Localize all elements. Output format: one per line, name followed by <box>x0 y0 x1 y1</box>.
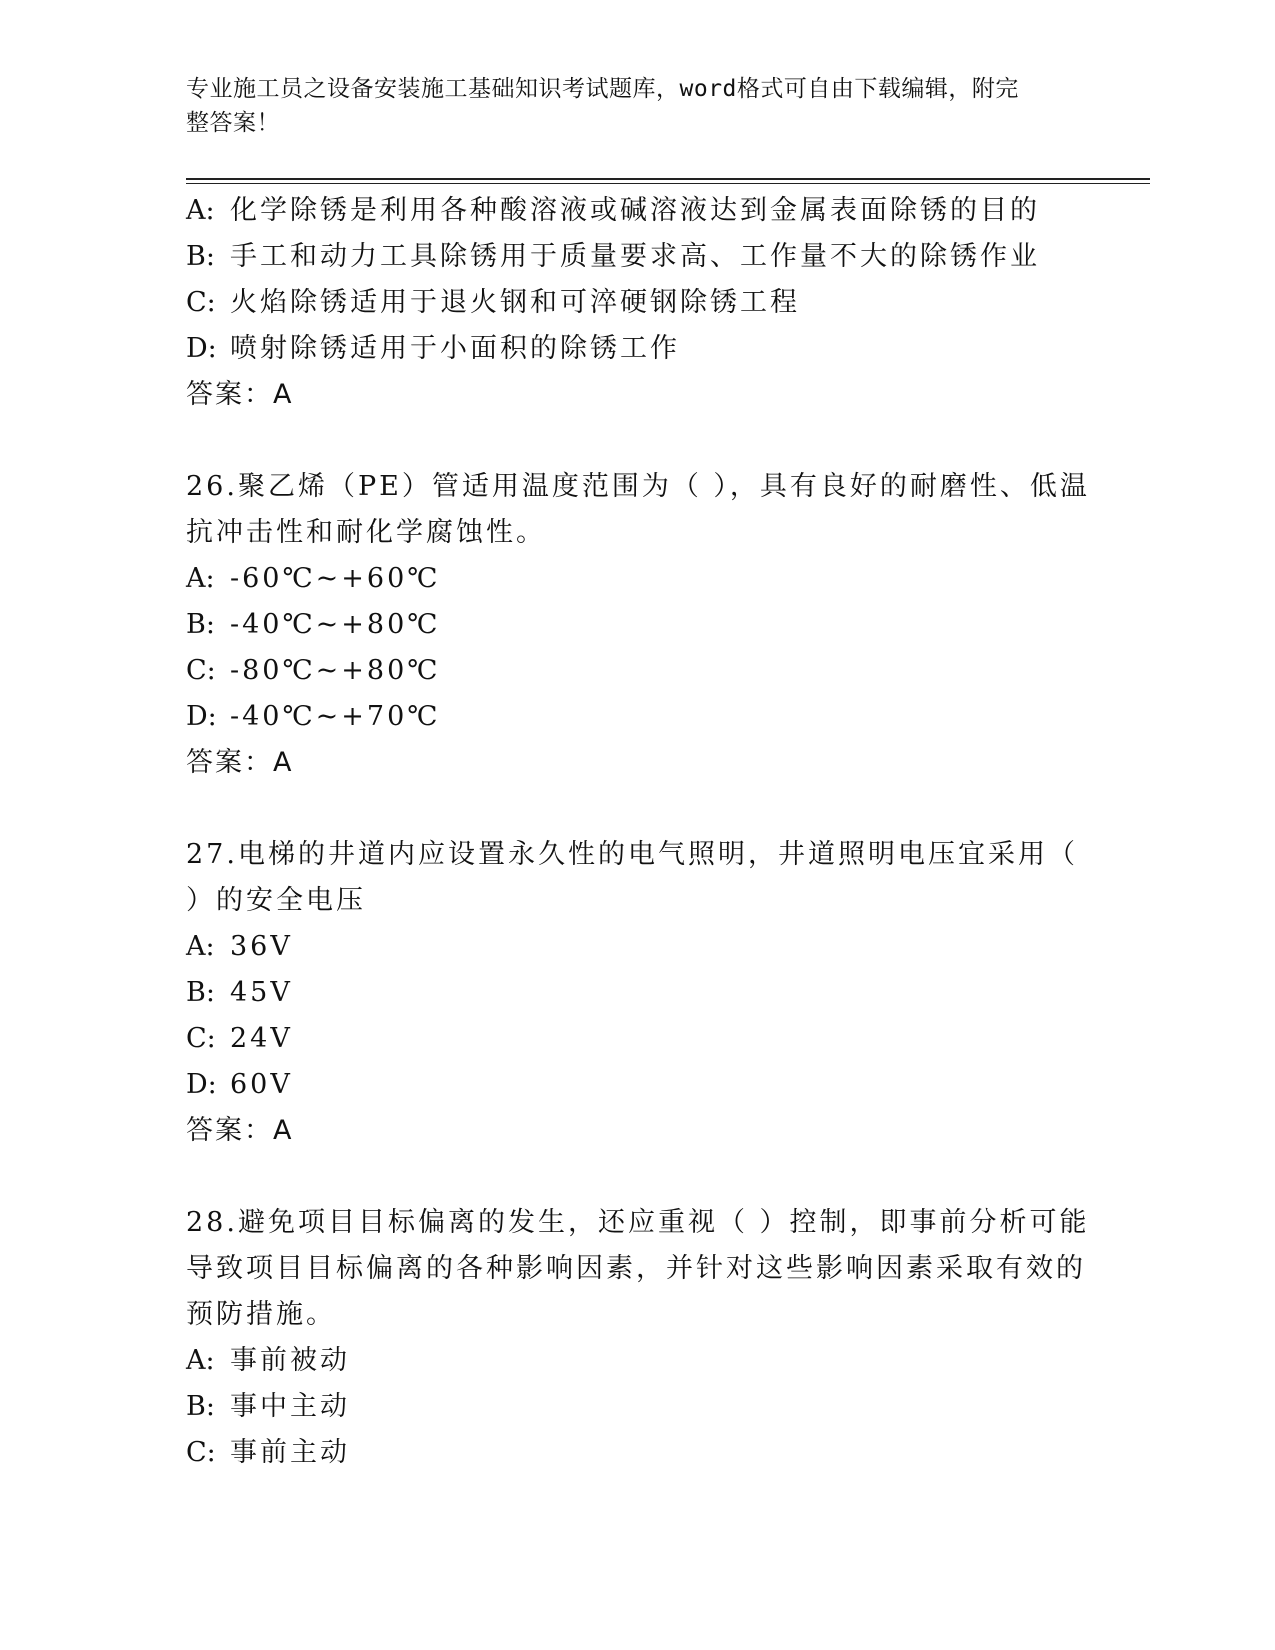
option-label: A: <box>186 1345 215 1376</box>
option-label: C: <box>186 287 216 318</box>
option-text: 事前被动 <box>230 1345 350 1376</box>
option-a <box>186 556 1086 602</box>
option-b <box>186 234 1086 280</box>
header-divider-thin <box>186 183 1150 184</box>
question-stem: 抗冲击性和耐化学腐蚀性。 <box>186 517 546 548</box>
question-list <box>186 188 1090 1476</box>
spacer <box>186 1154 1086 1200</box>
option-text: 60V <box>230 1069 293 1100</box>
option-text: 火焰除锈适用于退火钢和可淬硬钢除锈工程 <box>230 287 800 318</box>
option-b <box>186 602 1086 648</box>
option-text: 事中主动 <box>230 1391 350 1422</box>
option-b <box>186 970 1086 1016</box>
header-line-1: 专业施工员之设备安装施工基础知识考试题库，word格式可自由下载编辑，附完 <box>186 76 1019 102</box>
option-d <box>186 694 1086 740</box>
option-label: A: <box>186 931 215 962</box>
option-text: 化学除锈是利用各种酸溶液或碱溶液达到金属表面除锈的目的 <box>230 195 1040 226</box>
option-text: -80℃~+80℃ <box>230 655 441 686</box>
option-text: 手工和动力工具除锈用于质量要求高、工作量不大的除锈作业 <box>230 241 1040 272</box>
question-stem: 预防措施。 <box>186 1299 336 1330</box>
option-label: D: <box>186 333 217 364</box>
option-label: D: <box>186 1069 217 1100</box>
option-c <box>186 648 1086 694</box>
question-stem: ）的安全电压 <box>186 885 366 916</box>
answer: 答案：A <box>186 1115 294 1146</box>
question-stem: 26.聚乙烯（PE）管适用温度范围为（ ），具有良好的耐磨性、低温 <box>186 471 1090 502</box>
option-label: B: <box>186 1391 215 1422</box>
question-26 <box>186 464 1090 786</box>
option-text: -40℃~+70℃ <box>230 701 441 732</box>
spacer <box>186 786 1086 832</box>
option-a <box>186 1338 1086 1384</box>
option-text: 喷射除锈适用于小面积的除锈工作 <box>230 333 680 364</box>
option-c <box>186 1016 1086 1062</box>
spacer <box>186 418 1086 464</box>
page-header <box>186 72 1076 140</box>
option-label: C: <box>186 1023 216 1054</box>
question-27 <box>186 832 1086 1154</box>
option-d <box>186 1062 1086 1108</box>
option-text: -60℃~+60℃ <box>230 563 441 594</box>
option-label: C: <box>186 1437 216 1468</box>
option-c <box>186 280 1086 326</box>
header-line-2: 整答案！ <box>186 110 280 136</box>
option-b <box>186 1384 1086 1430</box>
option-a <box>186 188 1086 234</box>
option-text: 36V <box>230 931 293 962</box>
answer: 答案：A <box>186 379 294 410</box>
option-c <box>186 1430 1086 1476</box>
header-divider-thick <box>186 178 1150 180</box>
question-stem: 28.避免项目目标偏离的发生，还应重视（ ）控制，即事前分析可能 <box>186 1207 1090 1238</box>
option-label: D: <box>186 701 217 732</box>
question-25 <box>186 188 1086 418</box>
question-stem: 27.电梯的井道内应设置永久性的电气照明，井道照明电压宜采用（ <box>186 839 1078 870</box>
option-text: 24V <box>230 1023 293 1054</box>
option-text: 事前主动 <box>230 1437 350 1468</box>
option-a <box>186 924 1086 970</box>
answer: 答案：A <box>186 747 294 778</box>
option-d <box>186 326 1086 372</box>
option-label: B: <box>186 977 215 1008</box>
question-stem: 导致项目目标偏离的各种影响因素，并针对这些影响因素采取有效的 <box>186 1253 1086 1284</box>
question-28 <box>186 1200 1090 1476</box>
option-label: A: <box>186 563 215 594</box>
option-text: 45V <box>230 977 293 1008</box>
option-label: A: <box>186 195 215 226</box>
option-label: B: <box>186 609 215 640</box>
option-label: C: <box>186 655 216 686</box>
option-text: -40℃~+80℃ <box>230 609 441 640</box>
option-label: B: <box>186 241 215 272</box>
